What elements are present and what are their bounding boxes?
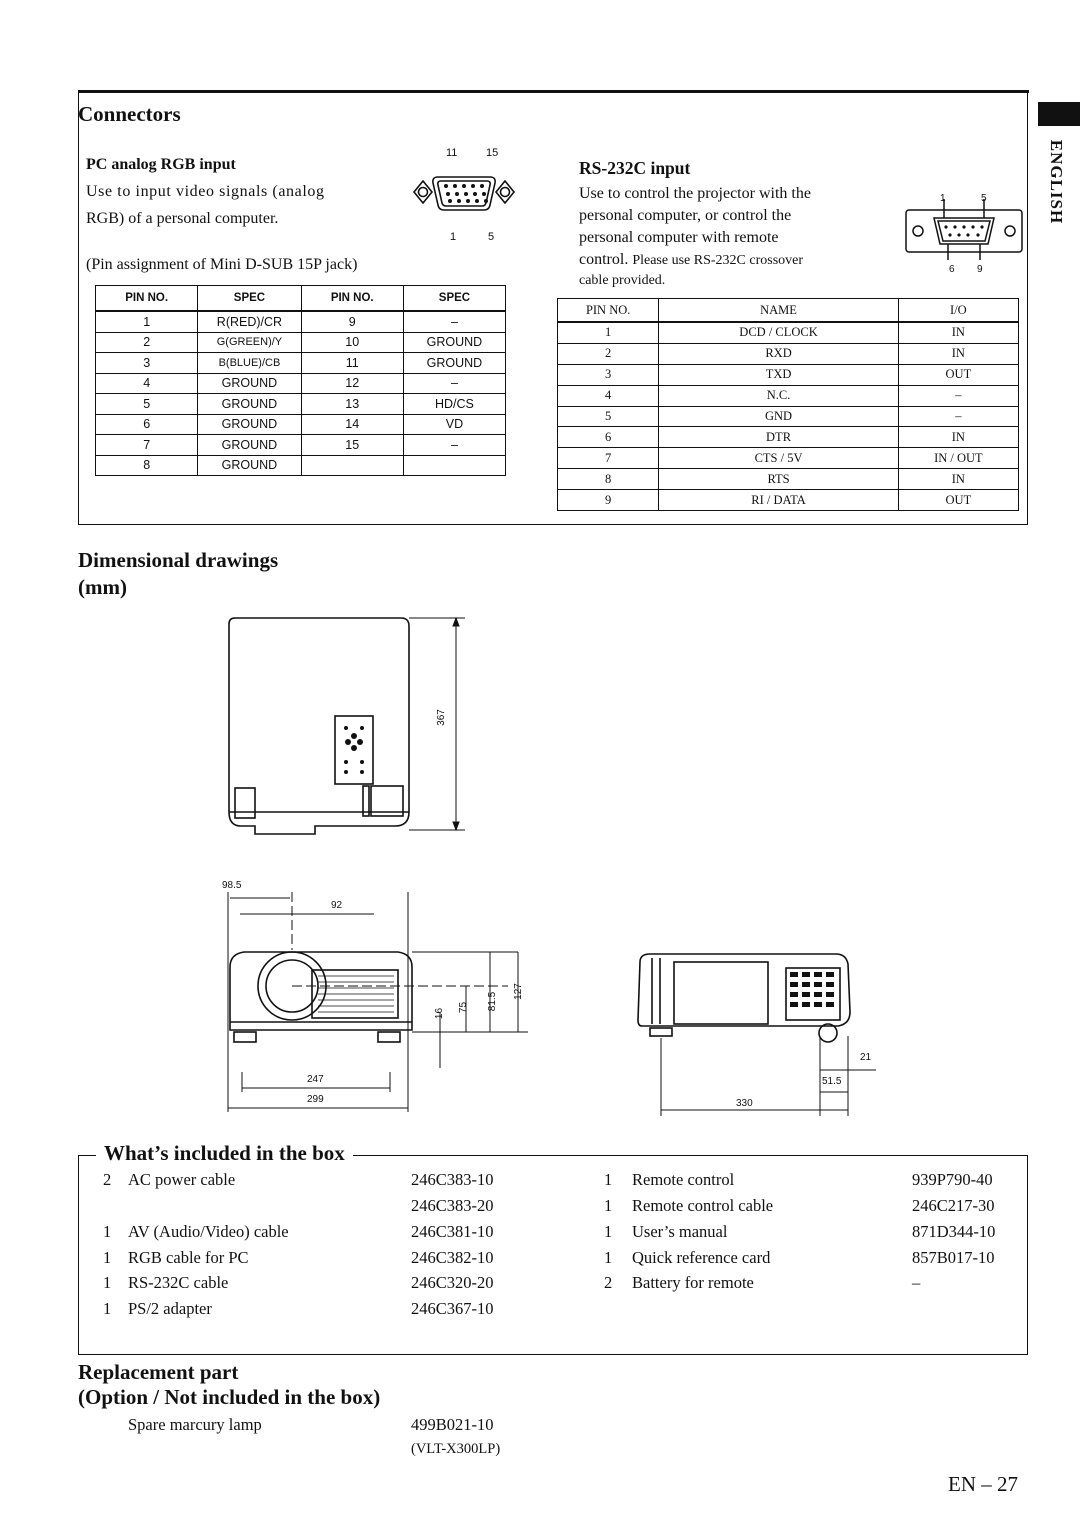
dsub9-label-1: 1 [940, 193, 946, 204]
box-right-part-4: – [912, 1273, 921, 1292]
box-left-qty-4: 1 [103, 1273, 112, 1292]
table-cell: – [403, 373, 505, 394]
table-cell: 13 [301, 394, 403, 415]
box-left-item-5: PS/2 adapter [128, 1299, 212, 1318]
table-row [558, 385, 1019, 406]
projector-side-view-drawing [630, 940, 880, 1118]
table-cell: OUT [898, 490, 1018, 511]
table-cell: 10 [301, 332, 403, 353]
dimensions-unit: (mm) [78, 575, 127, 599]
dim-label-16: 16 [434, 1007, 446, 1020]
box-right-item-0: Remote control [632, 1170, 735, 1189]
table-cell: 6 [558, 427, 659, 448]
dim-label-75: 75 [458, 1001, 470, 1014]
replacement-subtitle: (Option / Not included in the box) [78, 1385, 381, 1409]
rs232c-table-header [558, 299, 1019, 323]
dsub9-label-5: 5 [981, 193, 987, 204]
box-left-qty-5: 1 [103, 1299, 112, 1318]
table-cell: – [403, 435, 505, 456]
table-cell: 7 [96, 435, 198, 456]
table-cell: 4 [558, 385, 659, 406]
table-cell: 1 [558, 322, 659, 343]
rs232c-desc-3: personal computer with remote [579, 229, 779, 246]
box-left-part-2: 246C381-10 [411, 1222, 494, 1241]
table-cell: 5 [96, 394, 198, 415]
replacement-item: Spare marcury lamp [128, 1415, 262, 1434]
page-number: EN – 27 [948, 1472, 1018, 1496]
table-cell: GROUND [198, 455, 301, 476]
pc-pin-header-pin2: PIN NO. [301, 286, 403, 312]
box-right-qty-1: 1 [604, 1196, 613, 1215]
table-row [558, 406, 1019, 427]
table-row [96, 455, 506, 476]
table-cell: G(GREEN)/Y [198, 332, 301, 353]
box-left-qty-2: 1 [103, 1222, 112, 1241]
dimensions-title: Dimensional drawings [78, 548, 279, 572]
table-cell: 7 [558, 448, 659, 469]
box-left-item-3: RGB cable for PC [128, 1248, 249, 1267]
table-row [96, 414, 506, 435]
connectors-title: Connectors [78, 102, 181, 126]
pc-pin-header-pin1: PIN NO. [96, 286, 198, 312]
rs232c-desc-4a: control. [579, 251, 629, 268]
table-cell [301, 455, 403, 476]
dsub9-label-6: 6 [949, 264, 955, 275]
table-cell: GROUND [198, 394, 301, 415]
table-cell: 14 [301, 414, 403, 435]
rs232c-header-name: NAME [659, 299, 898, 323]
table-cell: RXD [659, 343, 898, 364]
dsub15-connector-diagram [410, 145, 520, 245]
table-cell: 11 [301, 353, 403, 374]
pc-pin-table-header [96, 286, 506, 312]
box-left-part-5: 246C367-10 [411, 1299, 494, 1318]
box-left-part-0: 246C383-10 [411, 1170, 494, 1189]
dim-label-247: 247 [307, 1074, 324, 1085]
box-left-part-1: 246C383-20 [411, 1196, 494, 1215]
table-row [96, 435, 506, 456]
box-right-qty-2: 1 [604, 1222, 613, 1241]
table-row [558, 343, 1019, 364]
table-row [558, 448, 1019, 469]
table-cell: B(BLUE)/CB [198, 353, 301, 374]
pc-input-desc-1: Use to input video signals (analog [86, 183, 325, 200]
table-cell: RTS [659, 469, 898, 490]
rs232c-input-title: RS-232C input [579, 158, 691, 178]
box-right-part-2: 871D344-10 [912, 1222, 996, 1241]
rs232c-desc-4 [579, 249, 803, 272]
table-cell: IN [898, 343, 1018, 364]
table-row [558, 469, 1019, 490]
table-cell: DTR [659, 427, 898, 448]
dim-label-127: 127 [512, 983, 524, 1000]
box-right-qty-0: 1 [604, 1170, 613, 1189]
box-right-qty-3: 1 [604, 1248, 613, 1267]
table-row [558, 427, 1019, 448]
dim-label-330: 330 [736, 1098, 753, 1109]
dsub15-label-1: 1 [450, 231, 457, 243]
replacement-title: Replacement part [78, 1360, 239, 1384]
pc-input-title: PC analog RGB input [86, 156, 236, 173]
box-left-item-4: RS-232C cable [128, 1273, 229, 1292]
table-row [96, 353, 506, 374]
replacement-model: (VLT-X300LP) [411, 1441, 501, 1457]
dim-label-81-5: 81.5 [487, 991, 499, 1012]
table-cell: IN / OUT [898, 448, 1018, 469]
dim-label-98-5: 98.5 [222, 880, 242, 891]
table-cell: GND [659, 406, 898, 427]
table-cell: GROUND [198, 414, 301, 435]
table-cell: 4 [96, 373, 198, 394]
table-cell: 9 [558, 490, 659, 511]
pc-pin-table [95, 285, 506, 476]
table-cell: GROUND [403, 353, 505, 374]
dsub9-connector-diagram [900, 190, 1028, 278]
dsub15-label-15: 15 [486, 147, 499, 159]
table-cell: 15 [301, 435, 403, 456]
box-right-item-3: Quick reference card [632, 1248, 771, 1267]
projector-front-view-drawing [218, 872, 548, 1117]
rs232c-desc-1: Use to control the projector with the [579, 185, 811, 202]
table-cell: N.C. [659, 385, 898, 406]
table-cell: – [403, 311, 505, 332]
table-cell: DCD / CLOCK [659, 322, 898, 343]
table-cell: GROUND [403, 332, 505, 353]
rs232c-desc-5: cable provided. [579, 273, 666, 288]
pc-pin-header-spec1: SPEC [198, 286, 301, 312]
rs232c-desc-4b: Please use RS-232C crossover [632, 253, 804, 268]
table-cell: 2 [96, 332, 198, 353]
box-left-part-3: 246C382-10 [411, 1248, 494, 1267]
pc-pin-header-spec2: SPEC [403, 286, 505, 312]
table-cell: 3 [96, 353, 198, 374]
table-cell: 1 [96, 311, 198, 332]
box-right-part-0: 939P790-40 [912, 1170, 993, 1189]
table-cell: 3 [558, 364, 659, 385]
box-right-item-4: Battery for remote [632, 1273, 754, 1292]
table-row [558, 490, 1019, 511]
box-right-part-3: 857B017-10 [912, 1248, 995, 1267]
table-cell: 12 [301, 373, 403, 394]
table-cell: OUT [898, 364, 1018, 385]
box-contents-title: What’s included in the box [96, 1141, 353, 1166]
rs232c-header-io: I/O [898, 299, 1018, 323]
table-row [96, 332, 506, 353]
box-right-item-1: Remote control cable [632, 1196, 774, 1215]
table-cell: 8 [96, 455, 198, 476]
table-cell: 6 [96, 414, 198, 435]
dim-label-51-5: 51.5 [822, 1076, 842, 1087]
dim-label-299: 299 [307, 1094, 324, 1105]
pc-pin-assignment-caption: (Pin assignment of Mini D-SUB 15P jack) [86, 256, 358, 273]
rs232c-pin-table [557, 298, 1019, 511]
language-label: ENGLISH [1047, 139, 1066, 225]
table-cell: 9 [301, 311, 403, 332]
rs232c-header-pin: PIN NO. [558, 299, 659, 323]
table-cell: RI / DATA [659, 490, 898, 511]
dsub15-label-5: 5 [488, 231, 495, 243]
box-right-qty-4: 2 [604, 1273, 613, 1292]
table-cell: R(RED)/CR [198, 311, 301, 332]
pc-input-desc-2: RGB) of a personal computer. [86, 210, 279, 227]
dim-label-92: 92 [331, 900, 343, 911]
dim-label-367: 367 [435, 709, 447, 726]
table-row [96, 394, 506, 415]
table-row [96, 373, 506, 394]
language-tab-marker [1038, 102, 1080, 126]
table-cell: GROUND [198, 373, 301, 394]
table-cell: 8 [558, 469, 659, 490]
box-right-part-1: 246C217-30 [912, 1196, 995, 1215]
box-left-item-0: AC power cable [128, 1170, 236, 1189]
table-cell: 2 [558, 343, 659, 364]
replacement-part-number: 499B021-10 [411, 1415, 494, 1434]
rs232c-desc-2: personal computer, or control the [579, 207, 792, 224]
table-cell: IN [898, 322, 1018, 343]
table-cell: TXD [659, 364, 898, 385]
table-cell: IN [898, 469, 1018, 490]
table-cell: 5 [558, 406, 659, 427]
table-cell: VD [403, 414, 505, 435]
box-left-qty-0: 2 [103, 1170, 112, 1189]
dsub15-label-11: 11 [446, 147, 458, 159]
table-cell: CTS / 5V [659, 448, 898, 469]
table-cell: IN [898, 427, 1018, 448]
table-cell: – [898, 406, 1018, 427]
box-left-qty-3: 1 [103, 1248, 112, 1267]
dsub9-label-9: 9 [977, 264, 983, 275]
box-left-item-2: AV (Audio/Video) cable [128, 1222, 289, 1241]
table-row [558, 322, 1019, 343]
dim-label-21: 21 [860, 1052, 872, 1063]
box-left-part-4: 246C320-20 [411, 1273, 494, 1292]
box-right-item-2: User’s manual [632, 1222, 728, 1241]
table-cell: HD/CS [403, 394, 505, 415]
projector-top-view-drawing [215, 612, 475, 844]
table-cell: GROUND [198, 435, 301, 456]
table-cell: – [898, 385, 1018, 406]
table-cell [403, 455, 505, 476]
table-row [558, 364, 1019, 385]
table-row [96, 311, 506, 332]
